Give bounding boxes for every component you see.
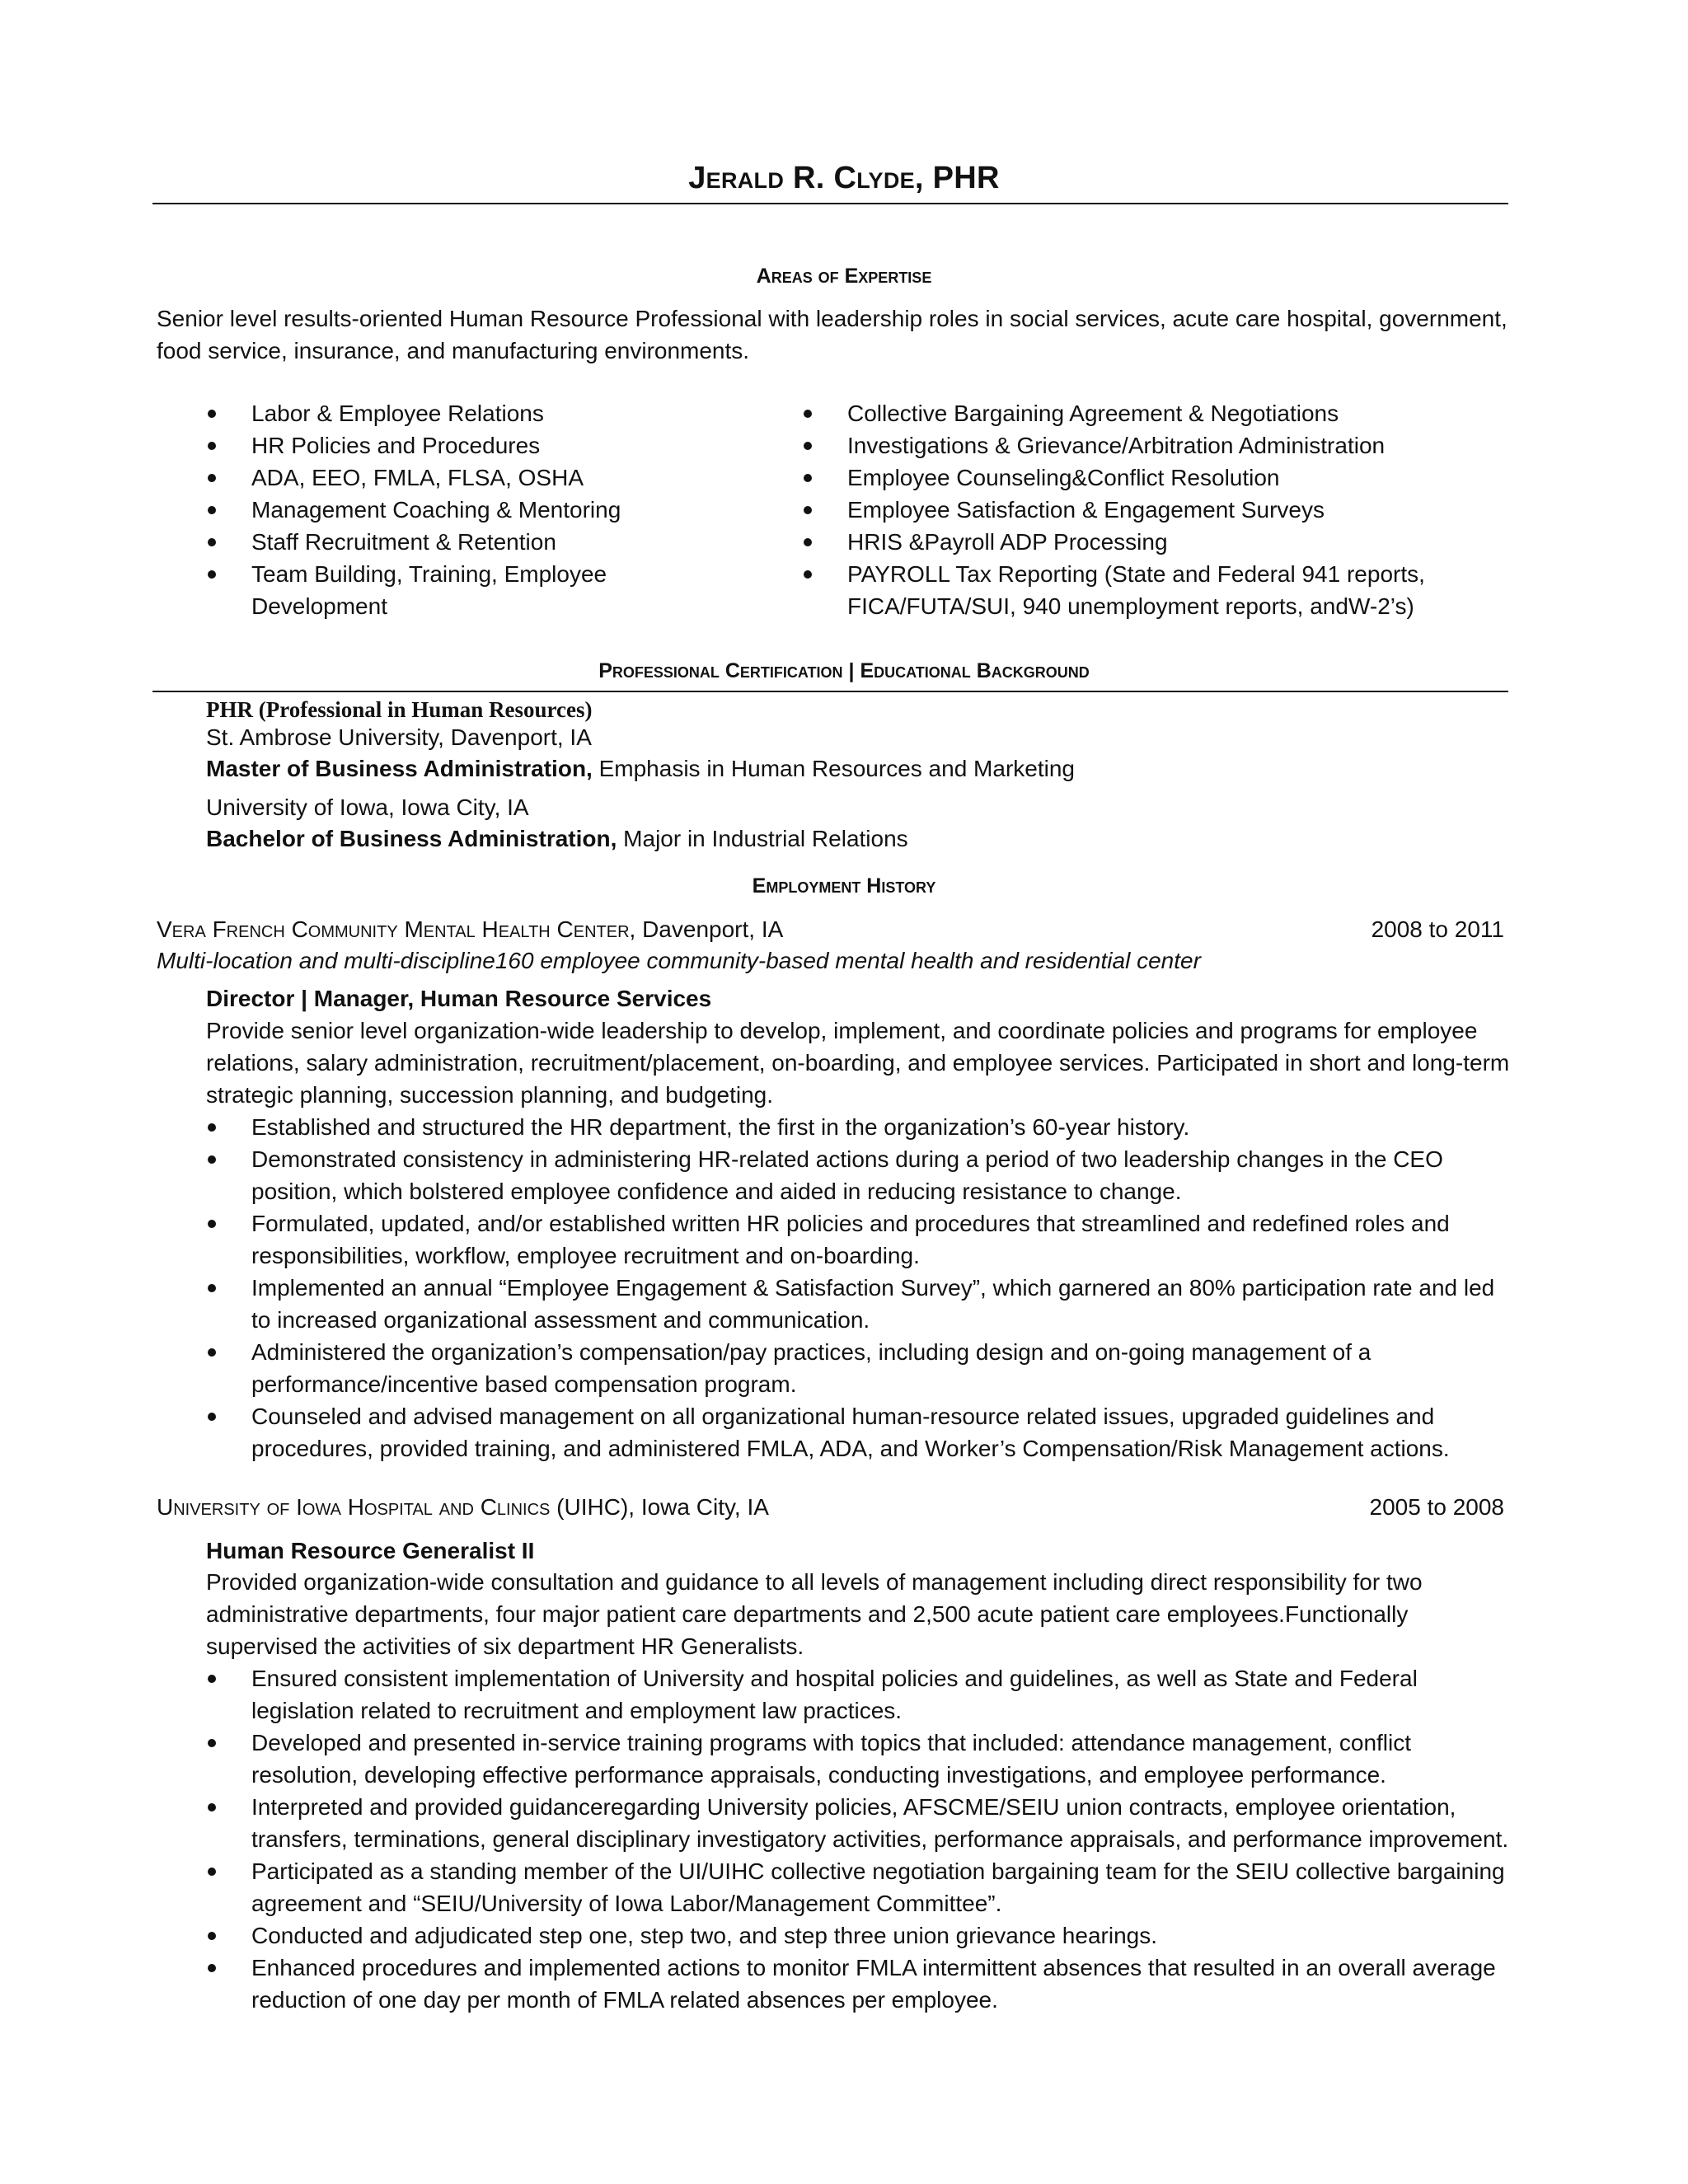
list-item: Staff Recruitment & Retention: [202, 526, 663, 558]
degree-1: [206, 752, 1075, 785]
employer-2-dates: 2005 to 2008: [1369, 1494, 1504, 1520]
list-item: Team Building, Training, Employee Development: [202, 558, 663, 622]
list-item: Management Coaching & Mentoring: [202, 494, 663, 526]
job-2-bullets: [202, 1662, 1517, 2016]
job-2-summary: Provided organization-wide consultation and guidance to all levels of management including direct responsibility for two administrative departments, four major patient care departments and 2,500 acute patient care employees.Functionally supervised the activities of six department HR Generalists.: [206, 1569, 1423, 1659]
list-item: ADA, EEO, FMLA, FLSA, OSHA: [202, 462, 663, 494]
school-2: University of Iowa, Iowa City, IA: [206, 794, 529, 820]
job-1-title: Director | Manager, Human Resource Services: [206, 986, 712, 1011]
job-1-bullets: [202, 1111, 1517, 1465]
employer-1-name: Vera French Community Mental Health Center: [157, 916, 630, 942]
degree-2-name: Bachelor of Business Administration,: [206, 826, 617, 851]
list-item: Investigations & Grievance/Arbitration Administration: [798, 429, 1441, 462]
list-item: Labor & Employee Relations: [202, 397, 663, 429]
list-item: HRIS &Payroll ADP Processing: [798, 526, 1441, 558]
list-item: Collective Bargaining Agreement & Negotiations: [798, 397, 1441, 429]
list-item: Developed and presented in-service training programs with topics that included: attendance management, conflict resolution, developing effective performance appraisals, conducting investigations, and employee performance.: [202, 1727, 1517, 1791]
degree-1-detail: Emphasis in Human Resources and Marketing: [592, 756, 1075, 781]
degree-2: [206, 823, 908, 855]
header-rule: [152, 203, 1508, 204]
employer-2-name: University of Iowa Hospital and Clinics: [157, 1494, 551, 1520]
list-item: Formulated, updated, and/or established written HR policies and procedures that streamlined and redefined roles and responsibilities, workflow, employee recruitment and on-boarding.: [202, 1207, 1517, 1272]
expertise-list-right: [798, 397, 1441, 622]
employer-1-dates: 2008 to 2011: [1371, 916, 1504, 942]
certification: PHR (Professional in Human Resources): [206, 697, 593, 722]
expertise-list-left: [202, 397, 663, 622]
list-item: Enhanced procedures and implemented actions to monitor FMLA intermittent absences that resulted in an overall average reduction of one day per month of FMLA related absences per employee.: [202, 1952, 1517, 2016]
list-item: Participated as a standing member of the UI/UIHC collective negotiation bargaining team for the SEIU collective bargaining agreement and “SEIU/University of Iowa Labor/Management Committee”.: [202, 1855, 1517, 1919]
section-title-expertise: Areas of Expertise: [756, 265, 932, 288]
list-item: PAYROLL Tax Reporting (State and Federal 941 reports, FICA/FUTA/SUI, 940 unemployment reports, andW-2’s): [798, 558, 1441, 622]
summary-paragraph: Senior level results-oriented Human Resource Professional with leadership roles in social services, acute care hospital, government, food service, insurance, and manufacturing environments.: [157, 306, 1507, 363]
list-item: Conducted and adjudicated step one, step two, and step three union grievance hearings.: [202, 1919, 1517, 1952]
list-item: Implemented an annual “Employee Engagement & Satisfaction Survey”, which garnered an 80% participation rate and led to increased organizational assessment and communication.: [202, 1272, 1517, 1336]
job-1-summary: Provide senior level organization-wide leadership to develop, implement, and coordinate policies and programs for employee relations, salary administration, recruitment/placement, on-boarding, and employee services. Participated in short and long-term strategic planning, succession planning, and budgeting.: [206, 1018, 1510, 1108]
list-item: Employee Counseling&Conflict Resolution: [798, 462, 1441, 494]
list-item: HR Policies and Procedures: [202, 429, 663, 462]
list-item: Employee Satisfaction & Engagement Surveys: [798, 494, 1441, 526]
employer-2-location: (UIHC), Iowa City, IA: [550, 1494, 769, 1520]
section-title-employment: Employment History: [752, 874, 936, 898]
education-rule: [152, 691, 1508, 692]
list-item: Administered the organization’s compensation/pay practices, including design and on-going management of a performance/incentive based compensation program.: [202, 1336, 1517, 1400]
employer-1-location: , Davenport, IA: [629, 916, 784, 942]
list-item: Established and structured the HR department, the first in the organization’s 60-year history.: [202, 1111, 1517, 1143]
employer-1-description: Multi-location and multi-discipline160 employee community-based mental health and residential center: [157, 948, 1201, 973]
job-2-title: Human Resource Generalist II: [206, 1538, 535, 1563]
list-item: Ensured consistent implementation of University and hospital policies and guidelines, as well as State and Federal legislation related to recruitment and employment law practices.: [202, 1662, 1517, 1727]
list-item: Counseled and advised management on all organizational human-resource related issues, upgraded guidelines and procedures, provided training, and administered FMLA, ADA, and Worker’s Compensation/Risk Management actions.: [202, 1400, 1517, 1465]
candidate-name: Jerald R. Clyde, PHR: [688, 161, 1000, 195]
school-1: St. Ambrose University, Davenport, IA: [206, 724, 592, 750]
list-item: Interpreted and provided guidanceregarding University policies, AFSCME/SEIU union contracts, employee orientation, transfers, terminations, general disciplinary investigatory activities, performance appraisals, and performance improvement.: [202, 1791, 1517, 1855]
degree-1-name: Master of Business Administration,: [206, 756, 593, 781]
employer-2: [157, 1491, 769, 1523]
section-title-education: Professional Certification | Educational Background: [598, 659, 1090, 682]
degree-2-detail: Major in Industrial Relations: [617, 826, 908, 851]
list-item: Demonstrated consistency in administering HR-related actions during a period of two leadership changes in the CEO position, which bolstered employee confidence and aided in reducing resistance to change.: [202, 1143, 1517, 1207]
employer-1: [157, 913, 783, 945]
